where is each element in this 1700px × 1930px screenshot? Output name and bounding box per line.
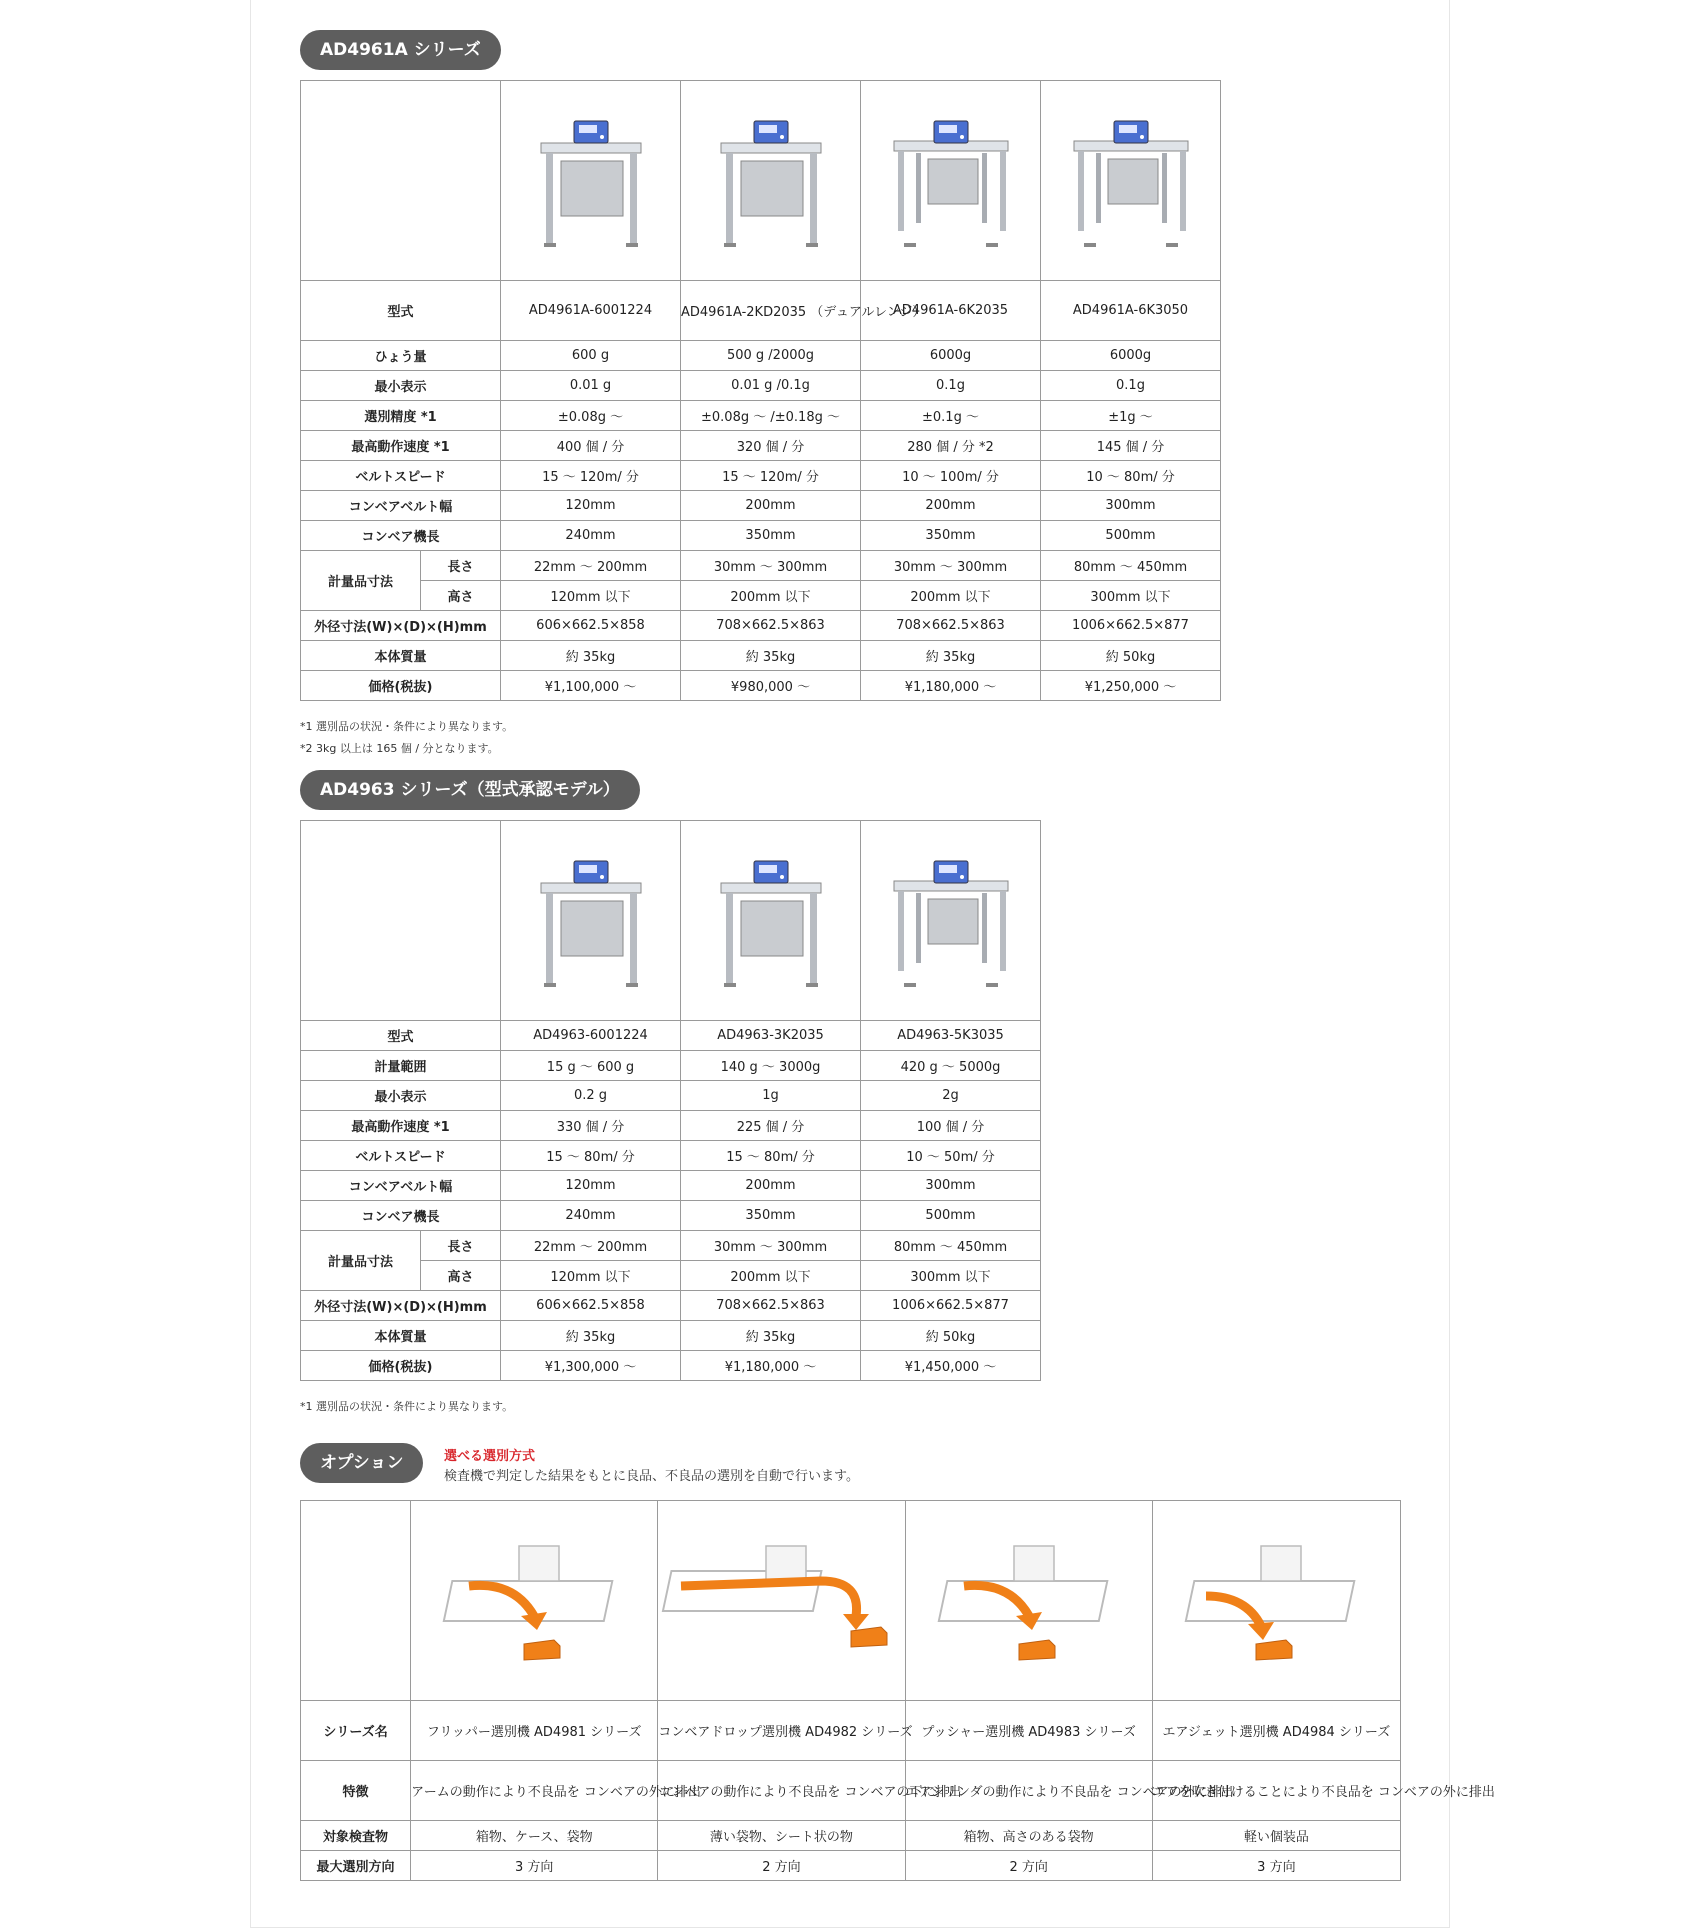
cell-value: アームの動作により不良品を コンベアの外に排出 bbox=[411, 1761, 658, 1821]
cell-value: 500 g /2000g bbox=[681, 341, 861, 371]
cell-value: 10 ～ 50m/ 分 bbox=[861, 1141, 1041, 1171]
table-row bbox=[301, 1171, 1041, 1201]
cell-value: 606×662.5×858 bbox=[501, 611, 681, 641]
size-sub-label: 高さ bbox=[421, 581, 501, 611]
cell-value: 300mm bbox=[861, 1171, 1041, 1201]
checkweigher-machine-icon bbox=[681, 821, 861, 1021]
table-row bbox=[301, 431, 1221, 461]
cell-value: 145 個 / 分 bbox=[1041, 431, 1221, 461]
cell-value: 200mm 以下 bbox=[681, 1261, 861, 1291]
cell-value: 0.1g bbox=[861, 371, 1041, 401]
model-label: 型式 bbox=[301, 1021, 501, 1051]
cell-value: 2 方向 bbox=[905, 1851, 1152, 1881]
cell-value: 6000g bbox=[861, 341, 1041, 371]
model-name: AD4963-5K3035 bbox=[861, 1021, 1041, 1051]
sorter-diagram-icon bbox=[905, 1501, 1152, 1701]
cell-value: 140 g ～ 3000g bbox=[681, 1051, 861, 1081]
cell-value: 2 方向 bbox=[658, 1851, 905, 1881]
sorter-diagram-icon bbox=[1152, 1501, 1400, 1701]
cell-value: 1g bbox=[681, 1081, 861, 1111]
checkweigher-machine-icon bbox=[1041, 81, 1221, 281]
row-label: 価格(税抜) bbox=[301, 671, 501, 701]
table-row bbox=[301, 1231, 1041, 1261]
model-name: AD4961A-6K2035 bbox=[861, 281, 1041, 341]
cell-value: 300mm bbox=[1041, 491, 1221, 521]
options-highlight: 選べる選別方式 bbox=[444, 1449, 536, 1464]
cell-value: 0.01 g bbox=[501, 371, 681, 401]
cell-value: 200mm bbox=[861, 491, 1041, 521]
cell-value: 708×662.5×863 bbox=[861, 611, 1041, 641]
size-group-label: 計量品寸法 bbox=[301, 551, 421, 611]
cell-value: 約 50kg bbox=[1041, 641, 1221, 671]
table-row bbox=[301, 1851, 1401, 1881]
cell-value: 280 個 / 分 *2 bbox=[861, 431, 1041, 461]
cell-value: 120mm 以下 bbox=[501, 1261, 681, 1291]
cell-value: 500mm bbox=[1041, 521, 1221, 551]
cell-value: 200mm bbox=[681, 1171, 861, 1201]
row-label: 価格(税抜) bbox=[301, 1351, 501, 1381]
cell-value: 120mm bbox=[501, 1171, 681, 1201]
cell-value: 15 ～ 80m/ 分 bbox=[681, 1141, 861, 1171]
cell-value: 10 ～ 80m/ 分 bbox=[1041, 461, 1221, 491]
cell-value: 軽い個装品 bbox=[1152, 1821, 1400, 1851]
model-name: AD4961A-2KD2035 （デュアルレンジ） bbox=[681, 281, 861, 341]
size-sub-label: 長さ bbox=[421, 1231, 501, 1261]
model-label: 型式 bbox=[301, 281, 501, 341]
cell-value: 0.2 g bbox=[501, 1081, 681, 1111]
cell-value: 3 方向 bbox=[1152, 1851, 1400, 1881]
cell-value: 200mm 以下 bbox=[681, 581, 861, 611]
cell-value: 600 g bbox=[501, 341, 681, 371]
table-row bbox=[301, 341, 1221, 371]
checkweigher-machine-icon bbox=[681, 81, 861, 281]
cell-value: 約 35kg bbox=[681, 641, 861, 671]
row-label: シリーズ名 bbox=[301, 1701, 411, 1761]
cell-value: 10 ～ 100m/ 分 bbox=[861, 461, 1041, 491]
cell-value: 30mm ～ 300mm bbox=[861, 551, 1041, 581]
options-table bbox=[300, 1500, 1495, 1881]
cell-value: ¥1,180,000 ～ bbox=[681, 1351, 861, 1381]
cell-value: 708×662.5×863 bbox=[681, 1291, 861, 1321]
cell-value: 300mm 以下 bbox=[861, 1261, 1041, 1291]
cell-value: 15 ～ 120m/ 分 bbox=[681, 461, 861, 491]
row-label: 外径寸法(W)×(D)×(H)mm bbox=[301, 611, 501, 641]
cell-value: 350mm bbox=[681, 1201, 861, 1231]
cell-value: ¥980,000 ～ bbox=[681, 671, 861, 701]
cell-value: 3 方向 bbox=[411, 1851, 658, 1881]
table-row bbox=[301, 521, 1221, 551]
cell-value: 120mm 以下 bbox=[501, 581, 681, 611]
table-row bbox=[301, 1761, 1401, 1821]
cell-value: 330 個 / 分 bbox=[501, 1111, 681, 1141]
model-name: AD4961A-6001224 bbox=[501, 281, 681, 341]
row-label: 最高動作速度 *1 bbox=[301, 1111, 501, 1141]
cell-value: コンベアの動作により不良品を コンベアの下に排出 bbox=[658, 1761, 905, 1821]
cell-value: 6000g bbox=[1041, 341, 1221, 371]
cell-value: 708×662.5×863 bbox=[681, 611, 861, 641]
cell-value: 22mm ～ 200mm bbox=[501, 1231, 681, 1261]
cell-value: 30mm ～ 300mm bbox=[681, 1231, 861, 1261]
cell-value: ¥1,250,000 ～ bbox=[1041, 671, 1221, 701]
cell-value: 15 ～ 80m/ 分 bbox=[501, 1141, 681, 1171]
row-label: コンベアベルト幅 bbox=[301, 1171, 501, 1201]
cell-value: 1006×662.5×877 bbox=[1041, 611, 1221, 641]
cell-value: 80mm ～ 450mm bbox=[1041, 551, 1221, 581]
cell-value: 15 g ～ 600 g bbox=[501, 1051, 681, 1081]
cell-value: エアジェット選別機 AD4984 シリーズ bbox=[1152, 1701, 1400, 1761]
cell-value: 240mm bbox=[501, 521, 681, 551]
table-row bbox=[301, 1351, 1041, 1381]
cell-value: 320 個 / 分 bbox=[681, 431, 861, 461]
cell-value: 箱物、ケース、袋物 bbox=[411, 1821, 658, 1851]
row-label: 計量範囲 bbox=[301, 1051, 501, 1081]
table-row bbox=[301, 1701, 1401, 1761]
size-sub-label: 高さ bbox=[421, 1261, 501, 1291]
table-row bbox=[301, 1201, 1041, 1231]
row-label: コンベア機長 bbox=[301, 521, 501, 551]
table-row bbox=[301, 1081, 1041, 1111]
row-label: コンベアベルト幅 bbox=[301, 491, 501, 521]
row-label: コンベア機長 bbox=[301, 1201, 501, 1231]
row-label: 最小表示 bbox=[301, 1081, 501, 1111]
table-row bbox=[301, 491, 1221, 521]
table-row bbox=[301, 1051, 1041, 1081]
cell-value: ±0.08g ～ bbox=[501, 401, 681, 431]
table-row bbox=[301, 461, 1221, 491]
cell-value: プッシャー選別機 AD4983 シリーズ bbox=[905, 1701, 1152, 1761]
table-row bbox=[301, 611, 1221, 641]
sorter-diagram-icon bbox=[411, 1501, 658, 1701]
row-label: 最小表示 bbox=[301, 371, 501, 401]
cell-value: 400 個 / 分 bbox=[501, 431, 681, 461]
row-label: ベルトスピード bbox=[301, 461, 501, 491]
cell-value: ¥1,450,000 ～ bbox=[861, 1351, 1041, 1381]
image-row-blank bbox=[301, 81, 501, 281]
cell-value: 2g bbox=[861, 1081, 1041, 1111]
series2-note-1: *1 選別品の状況・条件により異なります。 bbox=[300, 1400, 514, 1413]
table-row bbox=[301, 1111, 1041, 1141]
cell-value: 606×662.5×858 bbox=[501, 1291, 681, 1321]
cell-value: ±1g ～ bbox=[1041, 401, 1221, 431]
cell-value: エアシリンダの動作により不良品を コンベアの外に排出 bbox=[905, 1761, 1152, 1821]
cell-value: 箱物、高さのある袋物 bbox=[905, 1821, 1152, 1851]
cell-value: コンベアドロップ選別機 AD4982 シリーズ bbox=[658, 1701, 905, 1761]
size-sub-label: 長さ bbox=[421, 551, 501, 581]
row-label: 対象検査物 bbox=[301, 1821, 411, 1851]
cell-value: 約 35kg bbox=[861, 641, 1041, 671]
row-label: 最高動作速度 *1 bbox=[301, 431, 501, 461]
table-row bbox=[301, 671, 1221, 701]
cell-value: 225 個 / 分 bbox=[681, 1111, 861, 1141]
row-label: 選別精度 *1 bbox=[301, 401, 501, 431]
checkweigher-machine-icon bbox=[501, 821, 681, 1021]
cell-value: 200mm bbox=[681, 491, 861, 521]
image-row-blank bbox=[301, 821, 501, 1021]
table-row bbox=[301, 641, 1221, 671]
cell-value: 約 35kg bbox=[501, 1321, 681, 1351]
cell-value: 240mm bbox=[501, 1201, 681, 1231]
cell-value: ¥1,300,000 ～ bbox=[501, 1351, 681, 1381]
row-label: 本体質量 bbox=[301, 641, 501, 671]
series1-spec-table bbox=[300, 80, 1221, 701]
options-description: 検査機で判定した結果をもとに良品、不良品の選別を自動で行います。 bbox=[444, 1469, 859, 1484]
table-row bbox=[301, 581, 1221, 611]
cell-value: 0.1g bbox=[1041, 371, 1221, 401]
table-row bbox=[301, 371, 1221, 401]
options-title: オプション bbox=[300, 1443, 423, 1483]
series1-title: AD4961A シリーズ bbox=[300, 30, 501, 70]
cell-value: 350mm bbox=[861, 521, 1041, 551]
series2-title: AD4963 シリーズ（型式承認モデル） bbox=[300, 770, 640, 810]
cell-value: 薄い袋物、シート状の物 bbox=[658, 1821, 905, 1851]
cell-value: ±0.1g ～ bbox=[861, 401, 1041, 431]
model-name: AD4963-6001224 bbox=[501, 1021, 681, 1051]
cell-value: 22mm ～ 200mm bbox=[501, 551, 681, 581]
row-label: 本体質量 bbox=[301, 1321, 501, 1351]
row-label: 最大選別方向 bbox=[301, 1851, 411, 1881]
row-label: ひょう量 bbox=[301, 341, 501, 371]
row-label: ベルトスピード bbox=[301, 1141, 501, 1171]
table-row bbox=[301, 1321, 1041, 1351]
table-row bbox=[301, 401, 1221, 431]
cell-value: ±0.08g ～ /±0.18g ～ bbox=[681, 401, 861, 431]
checkweigher-machine-icon bbox=[861, 821, 1041, 1021]
cell-value: エアを吹き付けることにより不良品を コンベアの外に排出 bbox=[1152, 1761, 1400, 1821]
cell-value: 500mm bbox=[861, 1201, 1041, 1231]
checkweigher-machine-icon bbox=[501, 81, 681, 281]
cell-value: 120mm bbox=[501, 491, 681, 521]
sorter-diagram-icon bbox=[658, 1501, 905, 1701]
size-group-label: 計量品寸法 bbox=[301, 1231, 421, 1291]
cell-value: 100 個 / 分 bbox=[861, 1111, 1041, 1141]
table-row bbox=[301, 1821, 1401, 1851]
model-name: AD4961A-6K3050 bbox=[1041, 281, 1221, 341]
cell-value: 約 35kg bbox=[681, 1321, 861, 1351]
cell-value: 約 35kg bbox=[501, 641, 681, 671]
row-label: 外径寸法(W)×(D)×(H)mm bbox=[301, 1291, 501, 1321]
cell-value: 15 ～ 120m/ 分 bbox=[501, 461, 681, 491]
cell-value: 350mm bbox=[681, 521, 861, 551]
row-label: 特徴 bbox=[301, 1761, 411, 1821]
series1-note-2: *2 3kg 以上は 165 個 / 分となります。 bbox=[300, 742, 499, 755]
spec-page bbox=[250, 0, 1495, 1928]
cell-value: 200mm 以下 bbox=[861, 581, 1041, 611]
cell-value: 0.01 g /0.1g bbox=[681, 371, 861, 401]
cell-value: 420 g ～ 5000g bbox=[861, 1051, 1041, 1081]
cell-value: フリッパー選別機 AD4981 シリーズ bbox=[411, 1701, 658, 1761]
table-row bbox=[301, 1141, 1041, 1171]
cell-value: 80mm ～ 450mm bbox=[861, 1231, 1041, 1261]
cell-value: 30mm ～ 300mm bbox=[681, 551, 861, 581]
series2-spec-table bbox=[300, 820, 1041, 1381]
cell-value: ¥1,100,000 ～ bbox=[501, 671, 681, 701]
cell-value: 300mm 以下 bbox=[1041, 581, 1221, 611]
model-name: AD4963-3K2035 bbox=[681, 1021, 861, 1051]
cell-value: ¥1,180,000 ～ bbox=[861, 671, 1041, 701]
cell-value: 約 50kg bbox=[861, 1321, 1041, 1351]
table-row bbox=[301, 551, 1221, 581]
cell-value: 1006×662.5×877 bbox=[861, 1291, 1041, 1321]
checkweigher-machine-icon bbox=[861, 81, 1041, 281]
table-row bbox=[301, 1291, 1041, 1321]
image-row-blank bbox=[301, 1501, 411, 1701]
series1-note-1: *1 選別品の状況・条件により異なります。 bbox=[300, 720, 514, 733]
